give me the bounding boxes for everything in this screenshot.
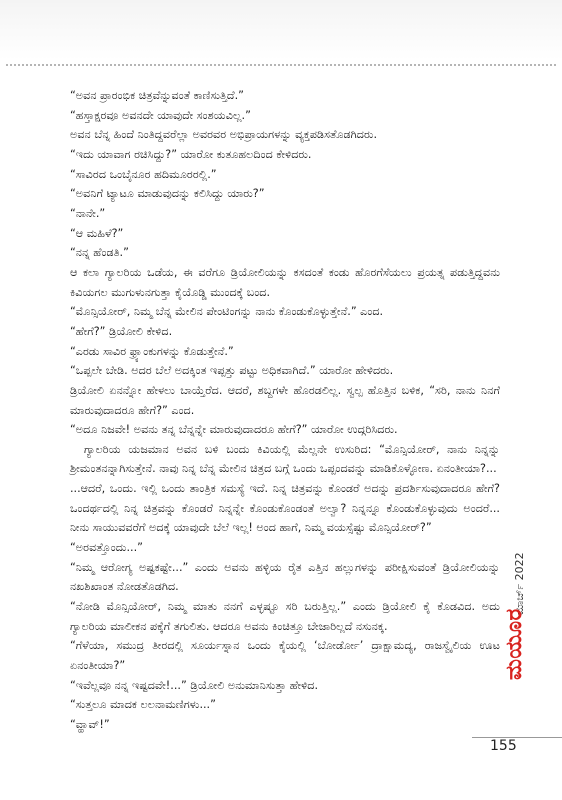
dialogue-line: “ಮೊನ್ಸಿಯೋರ್, ನಿಮ್ಮ ಬೆನ್ನ ಮೇಲಿನ ಪೇಂಟಿಂಗನ್ನು ನಾನು ಕೊಂಡುಕೊಳ್ಳುತ್ತೇನೆ.” ಎಂದ. xyxy=(70,305,384,319)
dotted-divider xyxy=(6,64,556,66)
dialogue-line: “ಗೆಳೆಯಾ, ಸಮುದ್ರ ತೀರದಲ್ಲಿ ಸೂರ್ಯಸ್ನಾನ ಒಂದು ಕೈಯಲ್ಲಿ ‘ಬೋರ್ಡೋ’ ದ್ರಾಕ್ಷಾಮದ್ಯ, ರಾಜಸ್ವೈಲಿಯ ಊಟ ಏನಂತೀಯಾ?” xyxy=(70,639,500,673)
dialogue-line: “ಆ ಮಹಿಳೆ?” xyxy=(70,226,124,240)
dialogue-line: “ಸುತ್ತಲೂ ಮಾದಕ ಲಲನಾಮಣಿಗಳು...” xyxy=(70,698,216,712)
dialogue-line: “ಅವನ ಪ್ರಾರಂಭಿಕ ಚಿತ್ರವೆನ್ನುವಂತೆ ಕಾಣಿಸುತ್ತಿದೆ.” xyxy=(70,89,244,102)
dialogue-line: “ಅರವತ್ತೊಂದು...” xyxy=(70,541,143,555)
dialogue-line: “ಇವೆಲ್ಲವೂ ನನ್ನ ಇಷ್ಟದವೇ!...” ಡ್ರಿಯೋಲಿ ಅನುಮಾನಿಸುತ್ತಾ ಹೇಳಿದ. xyxy=(70,678,319,692)
narration: ಗ್ಯಾಲರಿಯ ಯಜಮಾನ ಅವನ ಬಳಿ ಬಂದು ಕಿವಿಯಲ್ಲಿ ಮೆಲ್ಲನೇ ಉಸುರಿದ: “ಮೊನ್ಸಿಯೋರ್, ನಾನು ನಿನ್ನನ್ನು ಶ್ರೀಮಂತನನ್ನಾಗಿಸುತ್ತೇನೆ. ನಾವು ನಿನ್ನ ಬೆನ್ನ ಮೇಲಿನ ಚಿತ್ರದ ಬಗ್ಗೆ ಒಂದು ಒಪ್ಪಂದವನ್ನು ಮಾಡಿಕೊಳ್ಳೋಣ. ಏನಂತೀಯಾ?... xyxy=(70,442,500,476)
dialogue-line: “ಸಾವಿರದ ಒಂಬೈನೂರ ಹದಿಮೂರರಲ್ಲಿ.” xyxy=(70,167,217,181)
dialogue-line: “ನನ್ನ ಹೆಂಡತಿ.” xyxy=(70,246,129,260)
page-number-rule xyxy=(472,737,562,738)
dialogue-line: “ಹೇಗೆ?” ಡ್ರಿಯೋಲಿ ಕೇಳಿದ. xyxy=(70,324,173,338)
dialogue-line: ...ಆದರೆ, ಒಂದು. ಇಲ್ಲಿ ಒಂದು ತಾಂತ್ರಿಕ ಸಮಸ್ಯೆ ಇದೆ. ನಿನ್ನ ಚಿತ್ರವನ್ನು ಕೊಂಡರೆ ಅದನ್ನು ಪ್ರದರ್ಶಿಸುವುದಾದರೂ ಹೇಗೆ? ಒಂದರ್ಥದಲ್ಲಿ ನಿನ್ನ ಚಿತ್ರವನ್ನು ಕೊಂಡರೆ ನಿನ್ನನ್ನೇ ಕೊಂಡುಕೊಂಡಂತೆ ಅಲ್ವಾ? ನಿನ್ನನ್ನೂ ಕೊಂಡುಕೊಳ್ಳುವುದು ಅಂದರೆ... ನೀನು ಸಾಯುವವರೆಗೆ ಅದಕ್ಕೆ ಯಾವುದೇ ಬೆಲೆ ಇಲ್ಲ! ಅಂದ ಹಾಗೆ, ನಿಮ್ಮ ವಯಸ್ಸೆಷ್ಟು ಮೊನ್ಸಿಯೋರ್?” xyxy=(70,482,500,535)
dialogue-line: “ನಿಮ್ಮ ಆರೋಗ್ಯ ಅಷ್ಟಕಷ್ಟೇ...” ಎಂದು ಅವನು ಹಳ್ಳಿಯ ರೈತ ಎತ್ತಿನ ಹಲ್ಲುಗಳನ್ನು ಪರೀಕ್ಷಿಸುವಂತೆ ಡ್ರಿಯೋಲಿಯನ್ನು ನಖಶಿಖಾಂತ ನೋಡತೊಡಗಿದ. xyxy=(70,560,500,594)
narration: ಆ ಕಲಾ ಗ್ಯಾಲರಿಯ ಒಡೆಯ, ಈ ವರೆಗೂ ಡ್ರಿಯೋಲಿಯನ್ನು ಕಸದಂತೆ ಕಂಡು ಹೊರಗೆಸೆಯಲು ಪ್ರಯತ್ನ ಪಡುತ್ತಿದ್ದವನು ಕಿವಿಯಗಲ ಮುಗುಳುನಗುತ್ತಾ ಕೈಯೊಡ್ಡಿ ಮುಂದಕ್ಕೆ ಬಂದ. xyxy=(70,265,500,299)
dialogue-line: “ಹಸ್ತಾಕ್ಷರವೂ ಅವನದೇ ಯಾವುದೇ ಸಂಶಯವಿಲ್ಲ.” xyxy=(70,108,251,122)
dialogue-line: “ನೋಡಿ ಮೊನ್ಸಿಯೋರ್, ನಿಮ್ಮ ಮಾತು ನನಗೆ ಎಳ್ಳಷ್ಟೂ ಸರಿ ಬರುತ್ತಿಲ್ಲ.” ಎಂದು ಡ್ರಿಯೋಲಿ ಕೈ ಕೊಡವಿದ. ಅದು ಗ್ಯಾಲರಿಯ ಮಾಲೀಕನ ಪಕ್ಕೆಗೆ ತಗುಲಿತು. ಆದರೂ ಅವನು ಕಿಂಚಿತ್ತೂ ಬೇಜಾರಿಲ್ಲದೆ ನಸುನಕ್ಕ. xyxy=(70,600,500,633)
narration: ಅವನ ಬೆನ್ನ ಹಿಂದೆ ನಿಂತಿದ್ದವರೆಲ್ಲಾ ಅವರವರ ಅಭಿಪ್ರಾಯಗಳನ್ನು ವ್ಯಕ್ತಪಡಿಸತೊಡಗಿದರು. xyxy=(70,128,378,142)
dialogue-line: “ಒಪ್ಪಲೇ ಬೇಡಿ. ಅದರ ಬೆಲೆ ಅದಕ್ಕಿಂತ ಇಪ್ಪತ್ತು ಪಟ್ಟು ಅಧಿಕವಾಗಿದೆ.” ಯಾರೋ ಹೇಳಿದರು. xyxy=(70,364,394,378)
issue-date: ಮಾರ್ಚ್ 2022 xyxy=(513,552,526,615)
dialogue-line: “ನಾನೇ.” xyxy=(70,206,106,220)
page-number: 155 xyxy=(490,738,517,754)
dialogue-line: “ವ್ಹಾವ್!” xyxy=(70,718,110,731)
dialogue-line: “ಅವನಿಗೆ ಟ್ಯಾಟೂ ಮಾಡುವುದನ್ನು ಕಲಿಸಿದ್ದು ಯಾರು?” xyxy=(70,187,265,201)
magazine-sidebar xyxy=(498,552,554,730)
story-text xyxy=(70,86,500,735)
scan-shadow xyxy=(0,0,562,60)
magazine-logo: ಮಯೂರ xyxy=(502,608,527,680)
dialogue-line: “ಎರಡು ಸಾವಿರ ಫ್ರ್ಯಾಂಕುಗಳನ್ನು ಕೊಡುತ್ತೇನೆ.” xyxy=(70,344,234,358)
dialogue-line: “ಅದೂ ನಿಜವೇ! ಅವನು ತನ್ನ ಬೆನ್ನನ್ನೇ ಮಾರುವುದಾದರೂ ಹೇಗೆ?” ಯಾರೋ ಉದ್ಗರಿಸಿದರು. xyxy=(70,423,398,437)
dialogue-line: “ಇದು ಯಾವಾಗ ರಚಿಸಿದ್ದು?” ಯಾರೋ ಕುತೂಹಲದಿಂದ ಕೇಳಿದರು. xyxy=(70,147,312,161)
narration: ಡ್ರಿಯೋಲಿ ಏನನ್ನೋ ಹೇಳಲು ಬಾಯ್ತೆರೆದ. ಆದರೆ, ಶಬ್ದಗಳೇ ಹೊರಡಲಿಲ್ಲ. ಸ್ವಲ್ಪ ಹೊತ್ತಿನ ಬಳಿಕ, “ಸರಿ, ನಾನು ನಿನಗೆ ಮಾರುವುದಾದರೂ ಹೇಗೆ?” ಎಂದ. xyxy=(70,383,500,417)
